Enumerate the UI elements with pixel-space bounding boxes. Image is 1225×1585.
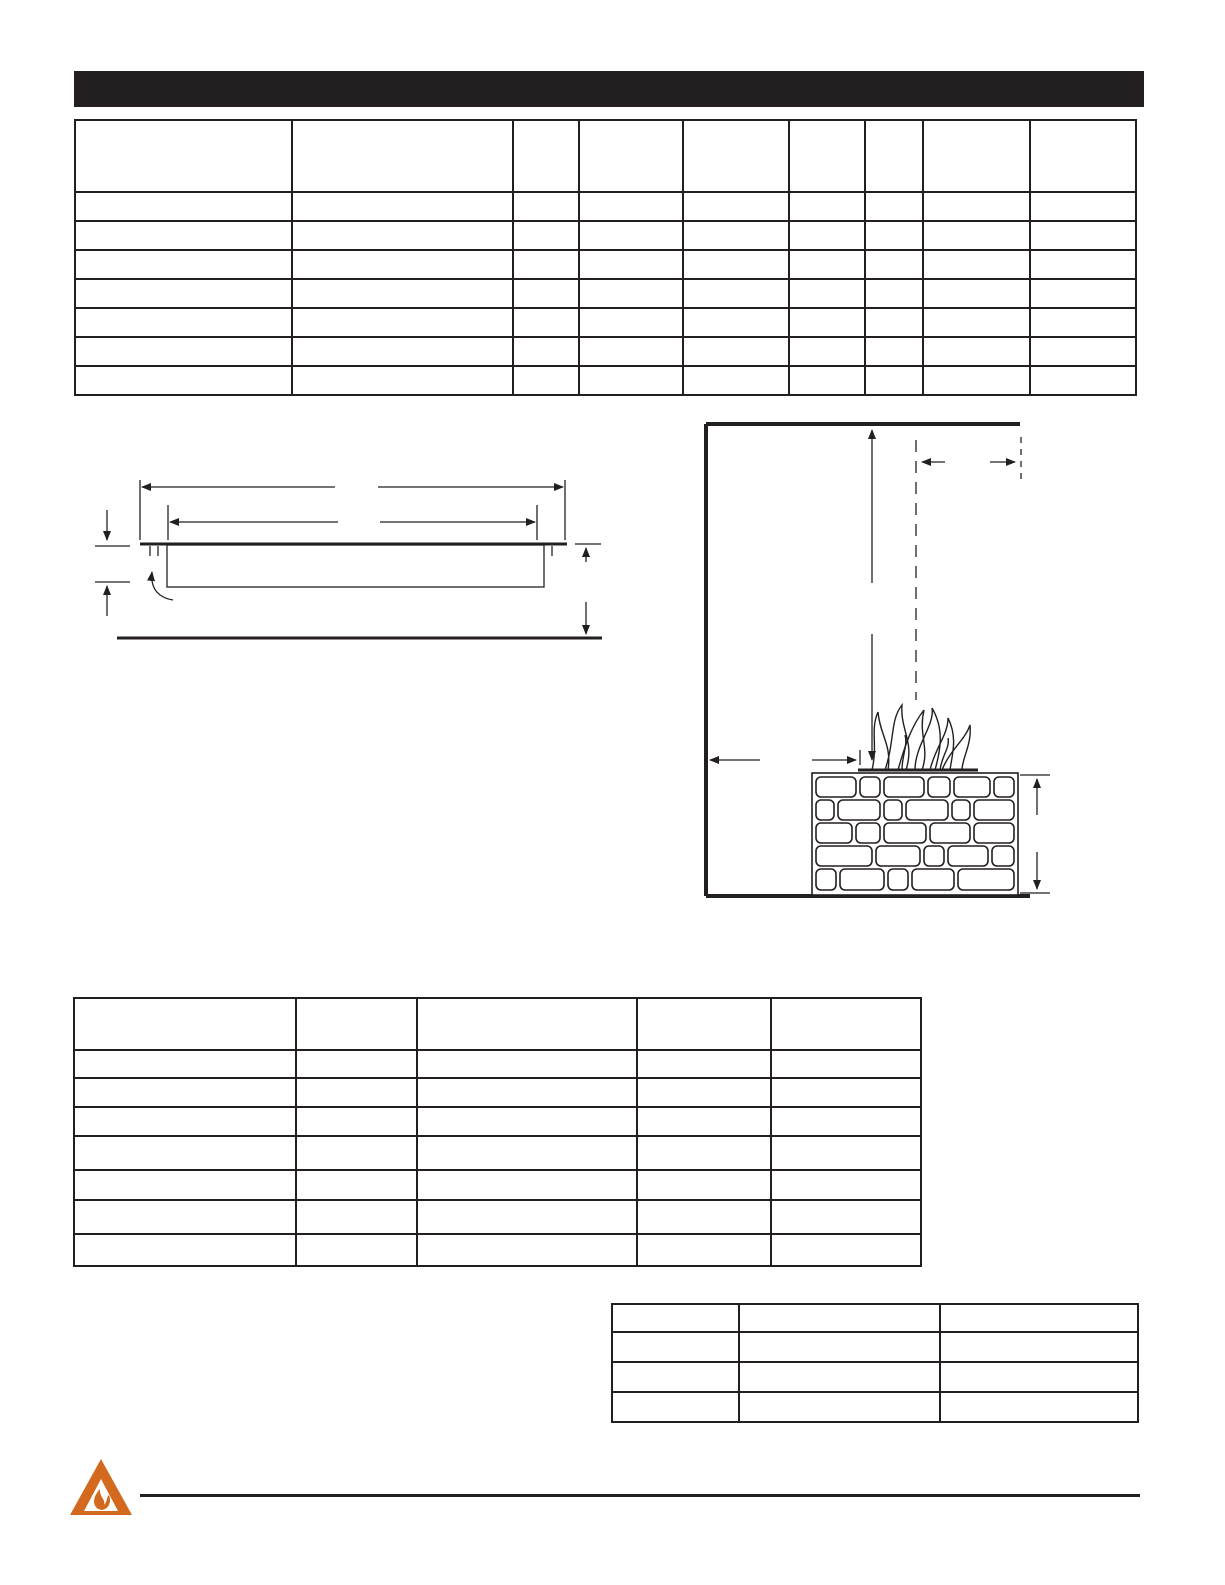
table-cell — [612, 1362, 739, 1392]
table-cell — [637, 1136, 771, 1170]
table-cell — [637, 1078, 771, 1107]
table-header-row — [74, 998, 921, 1050]
table-cell — [771, 1107, 921, 1136]
small-table — [611, 1303, 1139, 1423]
table-cell — [417, 1170, 637, 1200]
table-cell — [74, 1170, 296, 1200]
table-header-cell — [296, 998, 417, 1050]
table-cell — [612, 1332, 739, 1362]
table-cell — [417, 1136, 637, 1170]
table-row — [74, 1050, 921, 1078]
table-cell — [296, 1234, 417, 1266]
table-cell — [74, 1107, 296, 1136]
clearance-table — [73, 997, 922, 1267]
table-cell — [417, 1078, 637, 1107]
table-cell — [74, 1136, 296, 1170]
table-cell — [637, 1234, 771, 1266]
table-cell — [771, 1170, 921, 1200]
table-cell — [74, 1234, 296, 1266]
table-header-cell — [612, 1304, 739, 1332]
table-header-cell — [417, 998, 637, 1050]
table-cell — [74, 1200, 296, 1234]
table-header-cell — [74, 998, 296, 1050]
stone-wall-icon — [812, 773, 1018, 895]
table-header-cell — [771, 998, 921, 1050]
footer-rule — [140, 1494, 1140, 1497]
table-row — [74, 1107, 921, 1136]
table-cell — [771, 1050, 921, 1078]
table-cell — [771, 1078, 921, 1107]
table-cell — [612, 1392, 739, 1422]
table-cell — [739, 1332, 940, 1362]
table-cell — [417, 1107, 637, 1136]
table-row — [74, 1200, 921, 1234]
table-cell — [417, 1050, 637, 1078]
table-row — [612, 1362, 1138, 1392]
table-cell — [296, 1136, 417, 1170]
table-row — [74, 1136, 921, 1170]
table-cell — [637, 1050, 771, 1078]
table-cell — [296, 1107, 417, 1136]
table-cell — [739, 1392, 940, 1422]
table-cell — [771, 1234, 921, 1266]
table-cell — [417, 1200, 637, 1234]
flame-logo-icon — [68, 1457, 134, 1517]
table-row — [74, 1078, 921, 1107]
table-cell — [296, 1050, 417, 1078]
table-cell — [296, 1200, 417, 1234]
table-cell — [296, 1170, 417, 1200]
table-row — [612, 1332, 1138, 1362]
flames-icon — [872, 705, 970, 770]
table-cell — [940, 1392, 1138, 1422]
table-header-row — [612, 1304, 1138, 1332]
table-cell — [637, 1107, 771, 1136]
table-row — [74, 1234, 921, 1266]
table-cell — [74, 1050, 296, 1078]
table-cell — [739, 1362, 940, 1392]
table-cell — [296, 1078, 417, 1107]
table-cell — [771, 1200, 921, 1234]
table-header-cell — [739, 1304, 940, 1332]
table-row — [612, 1392, 1138, 1422]
table-cell — [940, 1332, 1138, 1362]
table-cell — [417, 1234, 637, 1266]
table-row — [74, 1170, 921, 1200]
table-cell — [637, 1170, 771, 1200]
table-cell — [771, 1136, 921, 1170]
table-cell — [637, 1200, 771, 1234]
table-header-cell — [637, 998, 771, 1050]
table-header-cell — [940, 1304, 1138, 1332]
table-cell — [74, 1078, 296, 1107]
table-cell — [940, 1362, 1138, 1392]
